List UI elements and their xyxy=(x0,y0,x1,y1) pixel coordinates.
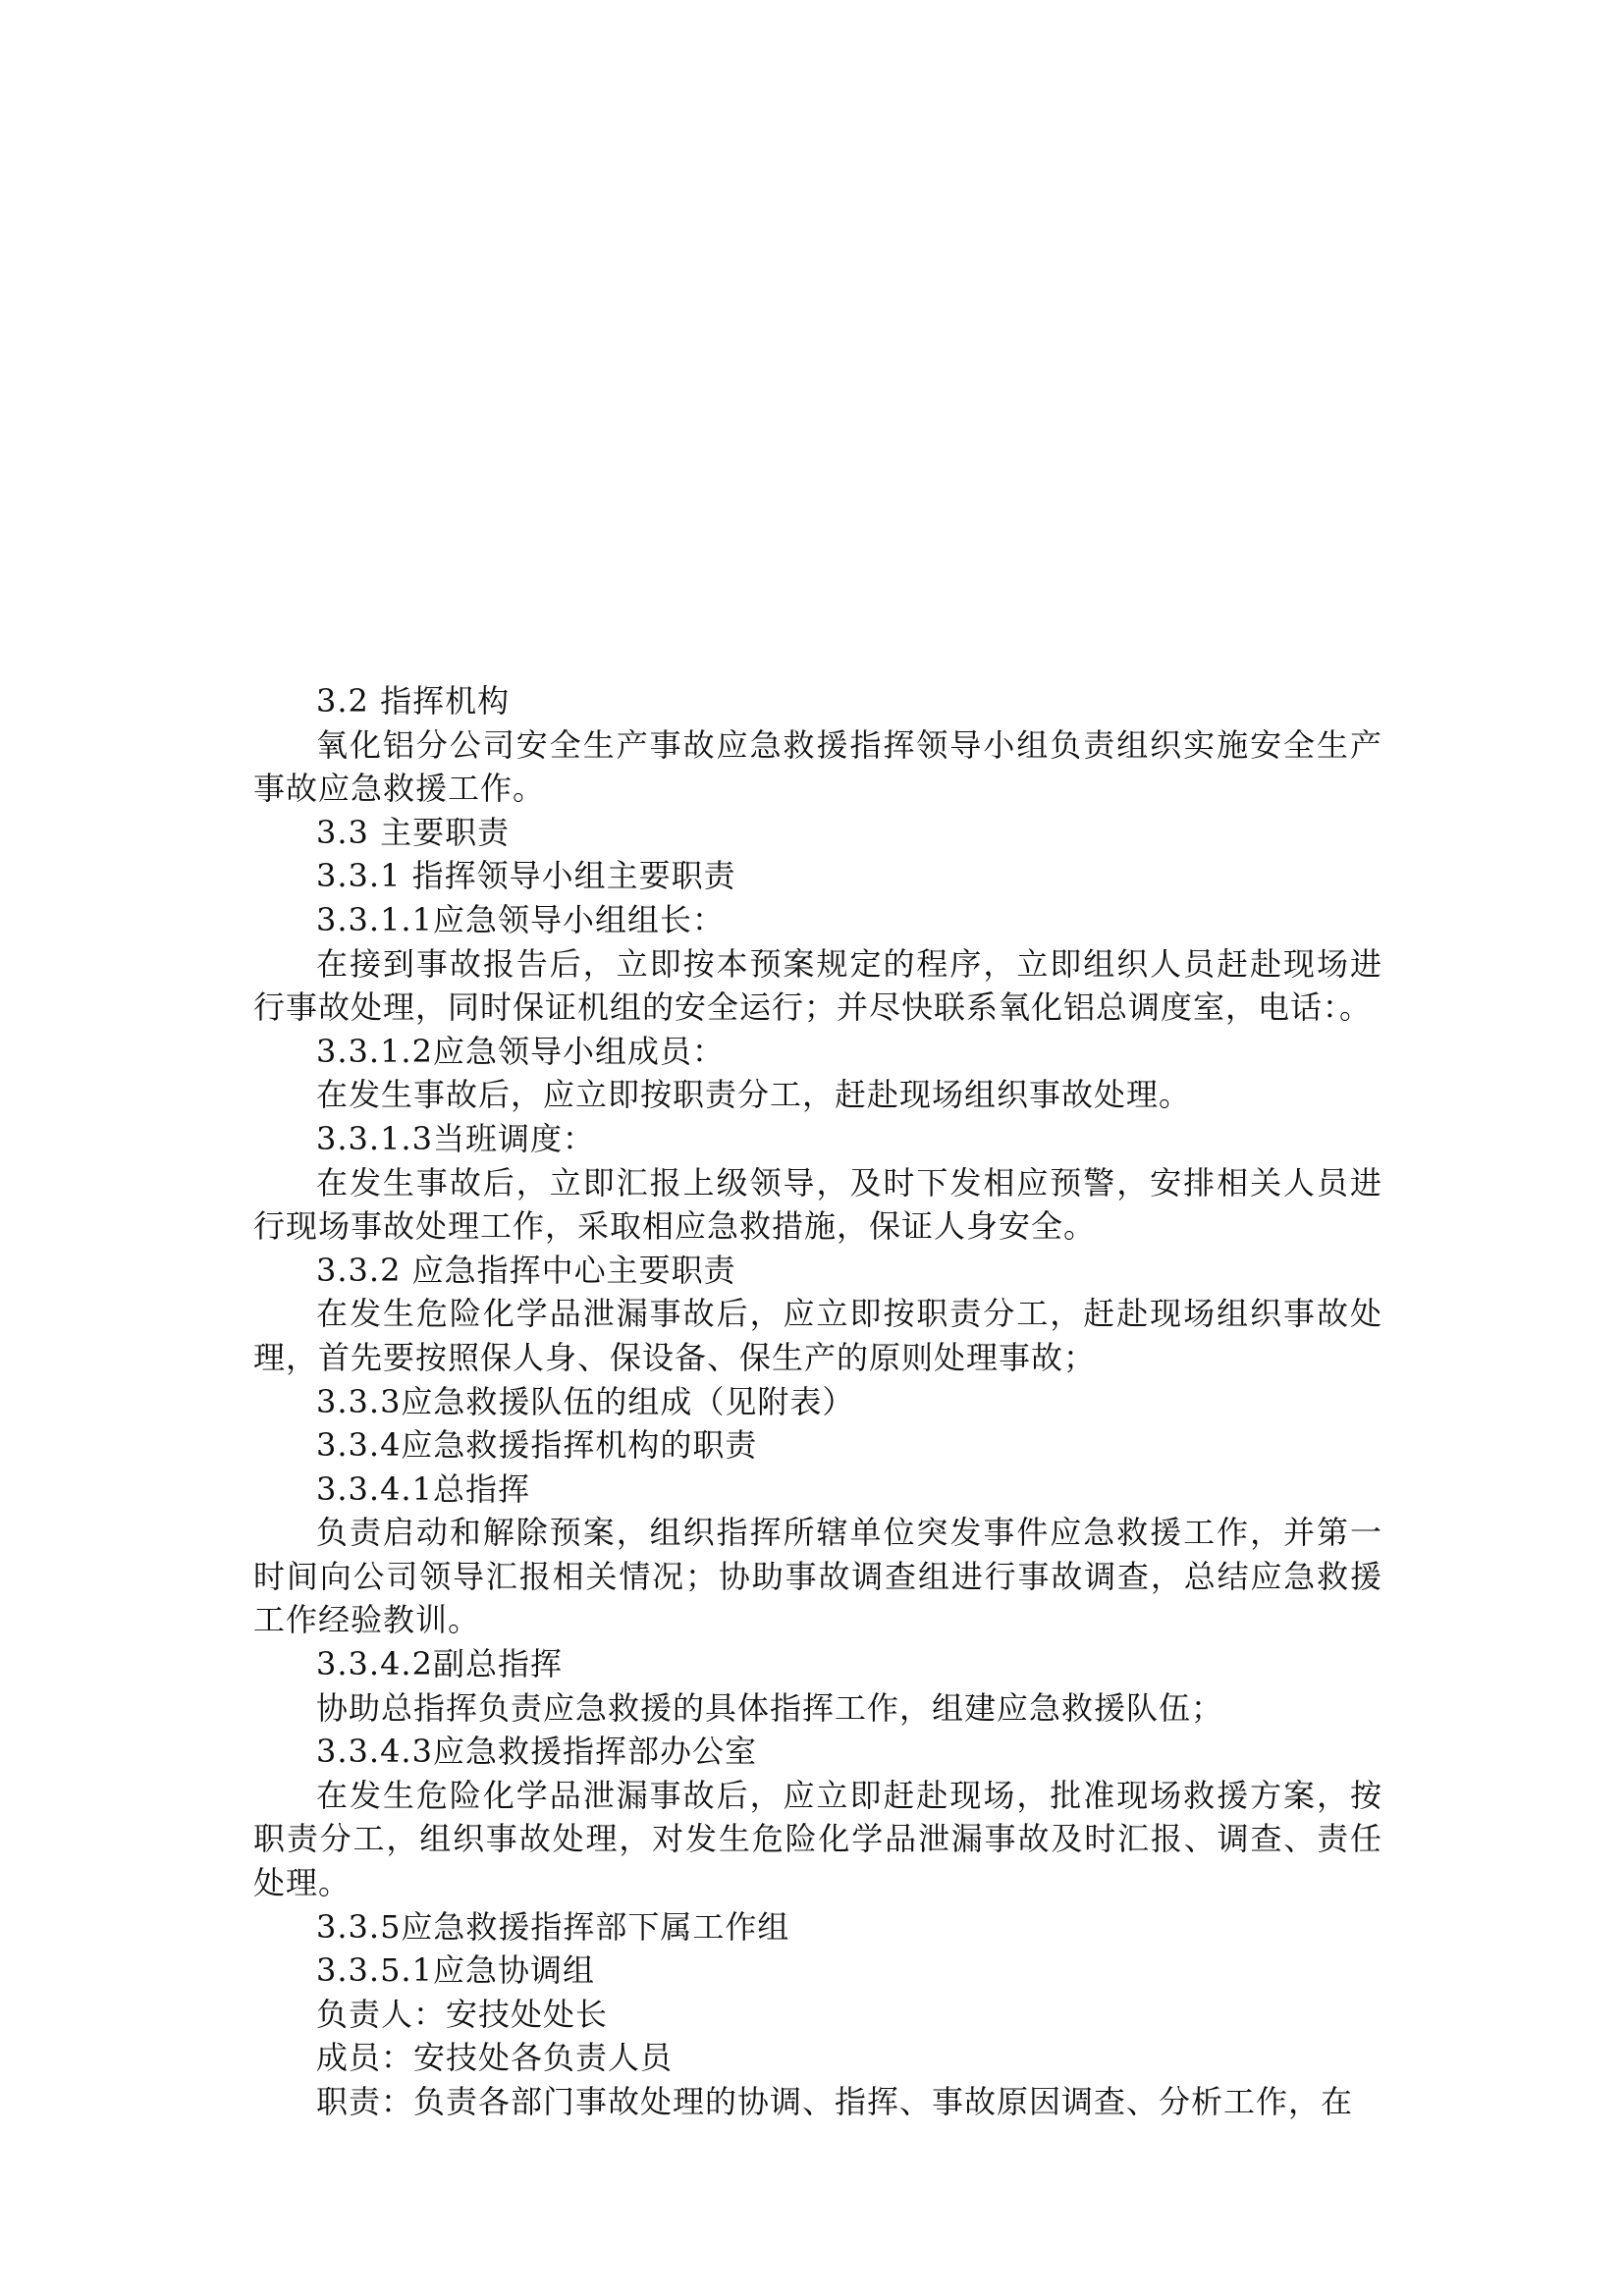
body-paragraph: 负责人：安技处处长 xyxy=(316,1995,609,2033)
body-paragraph: 氧化铝分公司安全生产事故应急救援指挥领导小组负责组织实施安全生产事故应急救援工作。 xyxy=(253,725,1382,808)
body-paragraph: 在发生事故后，应立即按职责分工，赶赴现场组织事故处理。 xyxy=(316,1076,1192,1114)
section-heading: 3.2 指挥机构 xyxy=(316,682,511,720)
subsection-heading: 3.3.1 指挥领导小组主要职责 xyxy=(316,857,736,895)
body-paragraph: 在接到事故报告后，立即按本预案规定的程序，立即组织人员赶赴现场进行事故处理，同时保证机组的安全运行；并尽快联系氧化铝总调度室，电话：。 xyxy=(253,944,1382,1027)
document-body xyxy=(253,679,1382,2124)
subsection-heading: 3.3.4.2副总指挥 xyxy=(316,1645,563,1683)
body-paragraph: 在发生危险化学品泄漏事故后，应立即赶赴现场，批准现场救援方案，按职责分工，组织事故处理，对发生危险化学品泄漏事故及时汇报、调查、责任处理。 xyxy=(253,1776,1382,1902)
section-heading: 3.3 主要职责 xyxy=(316,813,511,851)
subsection-heading: 3.3.4.1总指挥 xyxy=(316,1469,530,1508)
subsection-heading: 3.3.3应急救援队伍的组成（见附表） xyxy=(316,1382,855,1420)
subsection-heading: 3.3.4应急救援指挥机构的职责 xyxy=(316,1426,758,1465)
body-paragraph: 在发生危险化学品泄漏事故后，应立即按职责分工，赶赴现场组织事故处理，首先要按照保人身、保设备、保生产的原则处理事故； xyxy=(253,1295,1382,1376)
subsection-heading: 3.3.5.1应急协调组 xyxy=(316,1951,595,1990)
subsection-heading: 3.3.4.3应急救援指挥部办公室 xyxy=(316,1733,757,1771)
body-paragraph: 负责启动和解除预案，组织指挥所辖单位突发事件应急救援工作，并第一时间向公司领导汇报相关情况；协助事故调查组进行事故调查，总结应急救援工作经验教训。 xyxy=(253,1514,1382,1639)
subsection-heading: 3.3.5应急救援指挥部下属工作组 xyxy=(316,1907,790,1946)
subsection-heading: 3.3.1.1应急领导小组组长： xyxy=(316,900,725,938)
body-paragraph: 协助总指挥负责应急救援的具体指挥工作，组建应急救援队伍； xyxy=(316,1688,1224,1727)
subsection-heading: 3.3.1.2应急领导小组成员： xyxy=(316,1032,725,1070)
subsection-heading: 3.3.1.3当班调度： xyxy=(316,1119,595,1157)
body-paragraph: 成员：安技处各负责人员 xyxy=(316,2039,674,2077)
body-paragraph: 在发生事故后，立即汇报上级领导，及时下发相应预警，安排相关人员进行现场事故处理工作，采取相应急救措施，保证人身安全。 xyxy=(253,1163,1382,1246)
body-paragraph: 职责：负责各部门事故处理的协调、指挥、事故原因调查、分析工作，在 xyxy=(316,2083,1354,2120)
subsection-heading: 3.3.2 应急指挥中心主要职责 xyxy=(316,1251,736,1289)
